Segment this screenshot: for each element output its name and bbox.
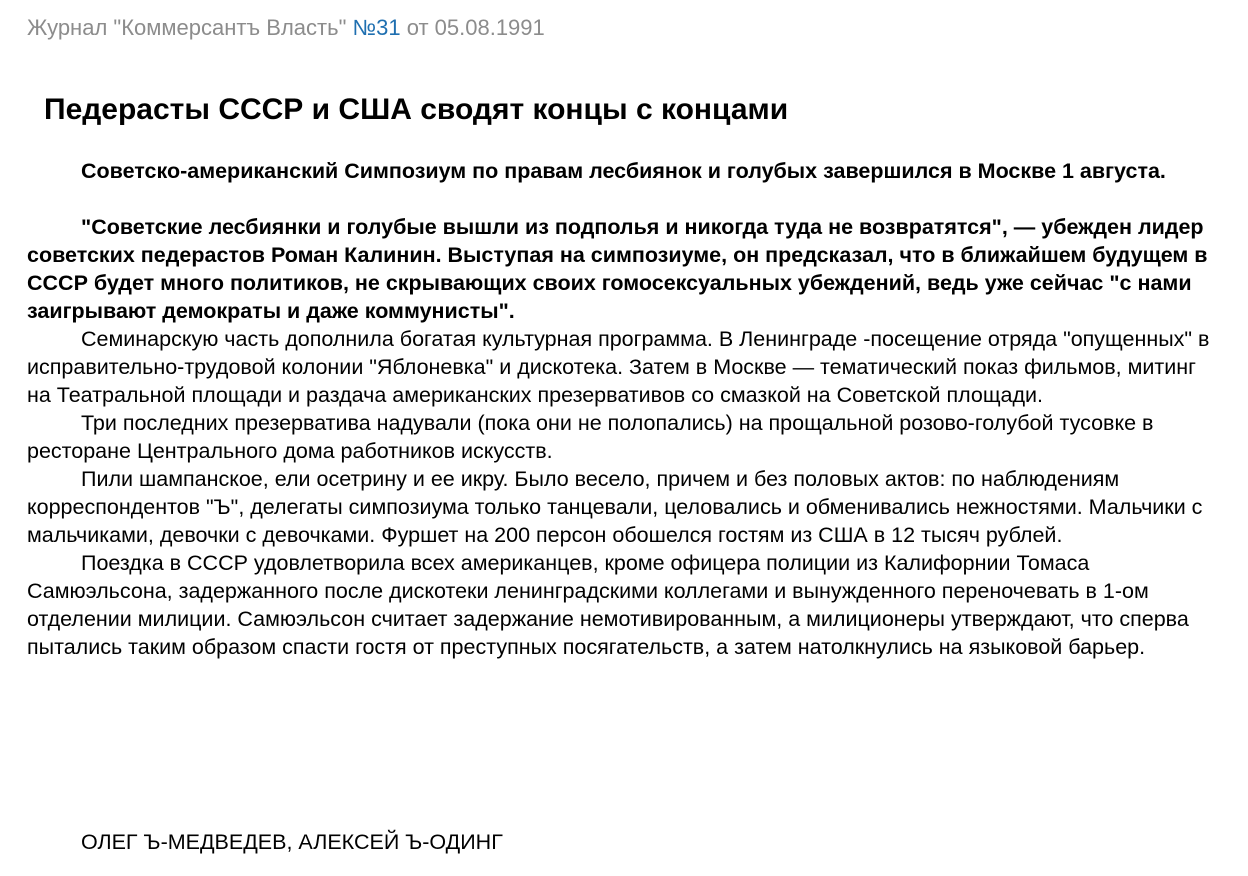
lead-paragraph-2: "Советские лесбиянки и голубые вышли из подполья и никогда туда не возвратятся", — убежден лидер советских педерастов Роман Калинин. Выступая на симпозиуме, он предсказал, что в ближайшем будущем в СССР будет много политиков, не скрывающих своих гомосексуальных убеждений, ведь уже сейчас "с нами заигрывают демократы и даже коммунисты".	[27, 215, 1208, 323]
body-paragraph-2: Три последних презерватива надували (пока они не полопались) на прощальной розово-голубой тусовке в ресторане Центрального дома работников искусств.	[27, 411, 1154, 463]
body-paragraph-3: Пили шампанское, ели осетрину и ее икру. Было весело, причем и без половых актов: по наблюдениям корреспондентов "Ъ", делегаты симпозиума только танцевали, целовались и обменивались нежностями. Мальчики с мальчиками, девочки с девочками. Фуршет на 200 персон обошелся гостям из США в 12 тысяч рублей.	[27, 467, 1203, 547]
paragraph-spacer	[27, 185, 1223, 213]
body-paragraph-1: Семинарскую часть дополнила богатая культурная программа. В Ленинграде -посещение отряда "опущенных" в исправительно-трудовой колонии "Яблоневка" и дискотека. Затем в Москве — тематический показ фильмов, митинг на Театральной площади и раздача американских презервативов со смазкой на Советской площади.	[27, 327, 1210, 407]
lead-paragraph-1: Советско-американский Симпозиум по правам лесбиянок и голубых завершился в Москве 1 августа.	[81, 159, 1166, 183]
body-paragraph-4: Поездка в СССР удовлетворила всех американцев, кроме офицера полиции из Калифорнии Томаса Самюэльсона, задержанного после дискотеки ленинградскими коллегами и вынужденного переночевать в 1-ом отделении милиции. Самюэльсон считает задержание немотивированным, а милиционеры утверждают, что сперва пытались таким образом спасти гостя от преступных посягательств, а затем натолкнулись на языковой барьер.	[27, 551, 1189, 659]
issue-number-link[interactable]: №31	[352, 15, 401, 40]
article-byline: ОЛЕГ Ъ-МЕДВЕДЕВ, АЛЕКСЕЙ Ъ-ОДИНГ	[81, 830, 503, 854]
article-title: Педерасты СССР и США сводят концы с концами	[44, 93, 789, 126]
masthead	[27, 14, 545, 42]
masthead-journal-name: Журнал "Коммерсантъ Власть"	[27, 15, 347, 40]
article-body	[27, 157, 1223, 661]
masthead-date: от 05.08.1991	[406, 15, 545, 40]
